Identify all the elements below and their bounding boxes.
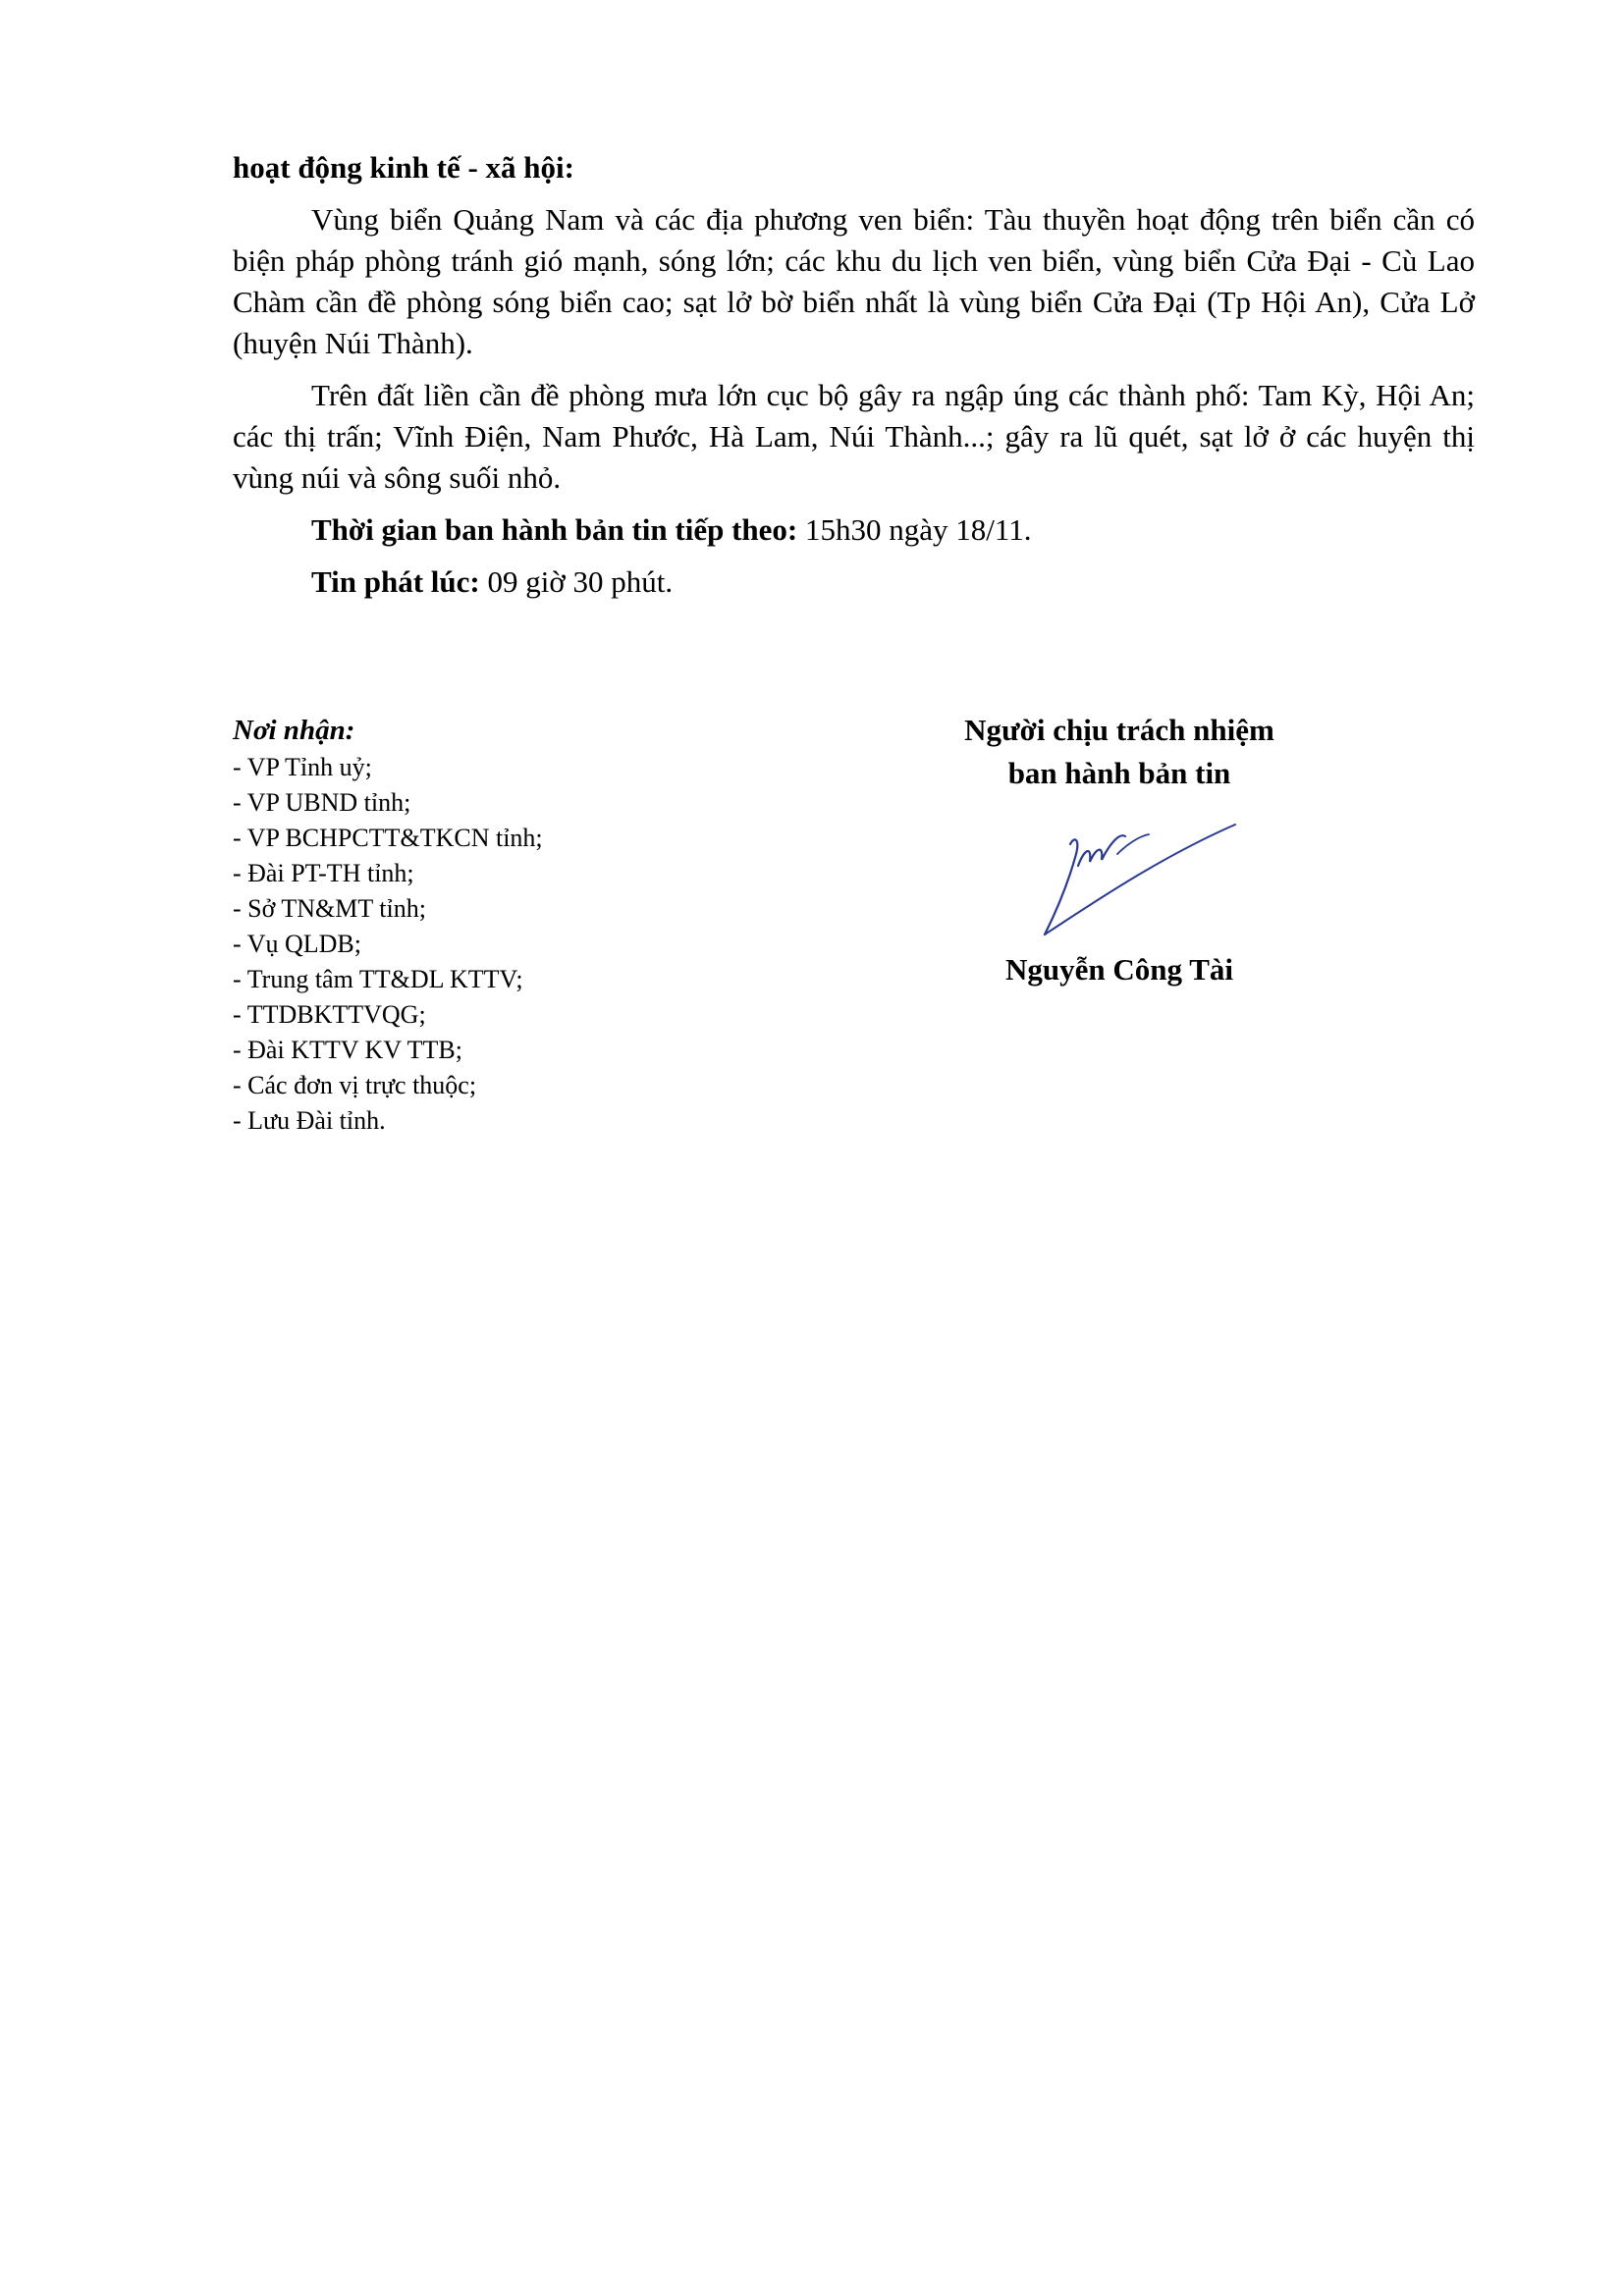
issued-at-line (233, 561, 1475, 603)
signature-block (864, 709, 1375, 991)
section-heading: hoạt động kinh tế - xã hội: (233, 150, 574, 185)
signature-role-line-1: Người chịu trách nhiệm (964, 713, 1274, 747)
paragraph-land-warning: Trên đất liền cần đề phòng mưa lớn cục bộ gây ra ngập úng các thành phố: Tam Kỳ, Hội An; các thị trấn; Vĩnh Điện, Nam Phước, Hà Lam, Núi Thành...; gây ra lũ quét, sạt lở ở các huyện thị vùng núi và sông suối nhỏ. (233, 378, 1475, 495)
recipient-item: - Trung tâm TT&DL KTTV; (233, 965, 523, 993)
recipient-item: - VP BCHPCTT&TKCN tỉnh; (233, 824, 543, 852)
recipient-item: - Sở TN&MT tỉnh; (233, 894, 426, 923)
recipient-item: - Đài PT-TH tỉnh; (233, 859, 414, 887)
recipients-block (233, 711, 783, 1139)
recipient-item: - VP UBND tỉnh; (233, 788, 411, 817)
issued-at-value: 09 giờ 30 phút. (487, 564, 674, 599)
document-body (233, 147, 1475, 614)
paragraph-sea-warning: Vùng biển Quảng Nam và các địa phương ven biển: Tàu thuyền hoạt động trên biển cần có biện pháp phòng tránh gió mạnh, sóng lớn; các khu du lịch ven biển, vùng biển Cửa Đại - Cù Lao Chàm cần đề phòng sóng biển cao; sạt lở bờ biển nhất là vùng biển Cửa Đại (Tp Hội An), Cửa Lở (huyện Núi Thành). (233, 202, 1475, 360)
recipient-item: - Lưu Đài tỉnh. (233, 1106, 386, 1135)
handwritten-signature (1001, 815, 1237, 942)
recipient-item: - Vụ QLDB; (233, 930, 361, 958)
issued-at-label: Tin phát lúc: (311, 564, 480, 599)
recipient-item: - Các đơn vị trực thuộc; (233, 1071, 477, 1099)
signer-name: Nguyễn Công Tài (1005, 952, 1233, 987)
recipient-item: - VP Tỉnh uỷ; (233, 753, 372, 781)
recipients-list (233, 750, 783, 1139)
next-bulletin-line (233, 509, 1475, 551)
recipients-title: Nơi nhận: (233, 715, 355, 746)
signature-role-line-2: ban hành bản tin (1007, 756, 1231, 790)
next-bulletin-value: 15h30 ngày 18/11. (805, 512, 1032, 547)
recipient-item: - Đài KTTV KV TTB; (233, 1036, 462, 1064)
recipient-item: - TTDBKTTVQG; (233, 1000, 426, 1029)
next-bulletin-label: Thời gian ban hành bản tin tiếp theo: (311, 512, 798, 547)
